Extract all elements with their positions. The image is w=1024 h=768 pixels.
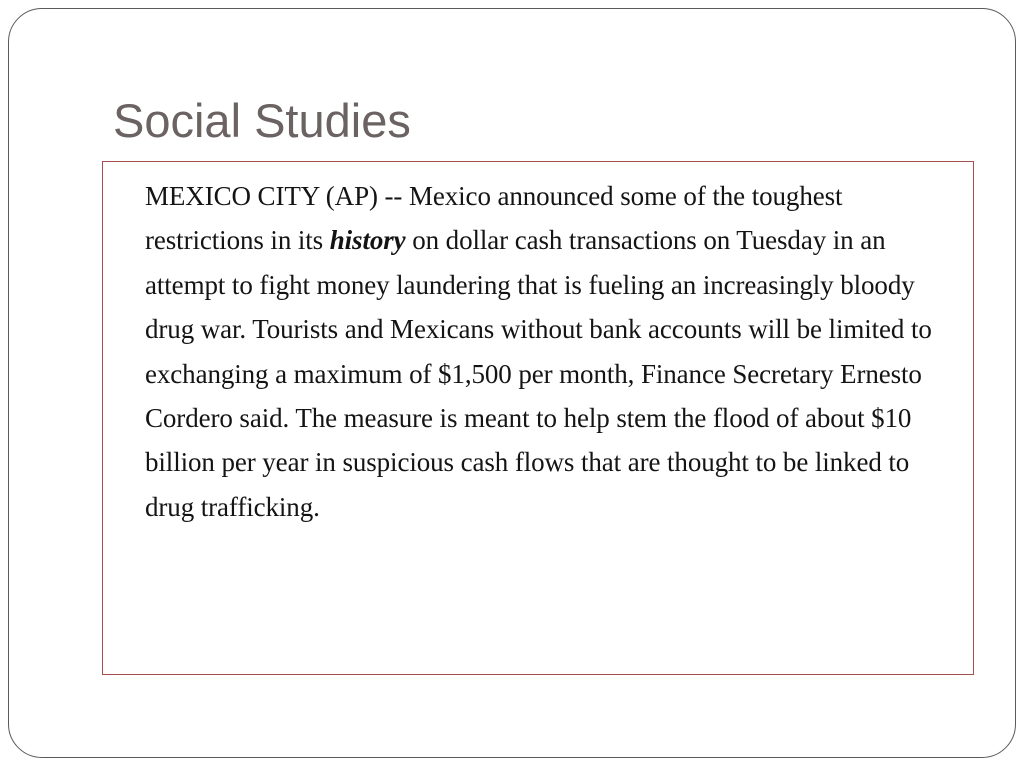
slide-title: Social Studies	[113, 94, 411, 147]
article-text-after: on dollar cash transactions on Tuesday in an attempt to fight money laundering that is fueling an increasingly bloody drug war. Tourists and Mexicans without bank accounts will be limited to exchanging a maximum of $1,500 per month, Finance Secretary Ernesto Cordero said. The measure is meant to help stem the flood of about $10 billion per year in suspicious cash flows that are thought to be linked to drug trafficking.	[145, 225, 932, 522]
article-text-before: MEXICO CITY (AP) -- Mexico announced some of the toughest restrictions in its	[145, 181, 843, 256]
slide	[8, 8, 1016, 758]
content-box	[102, 161, 974, 675]
article-paragraph	[145, 174, 963, 529]
article-emphasis: history	[329, 225, 406, 256]
